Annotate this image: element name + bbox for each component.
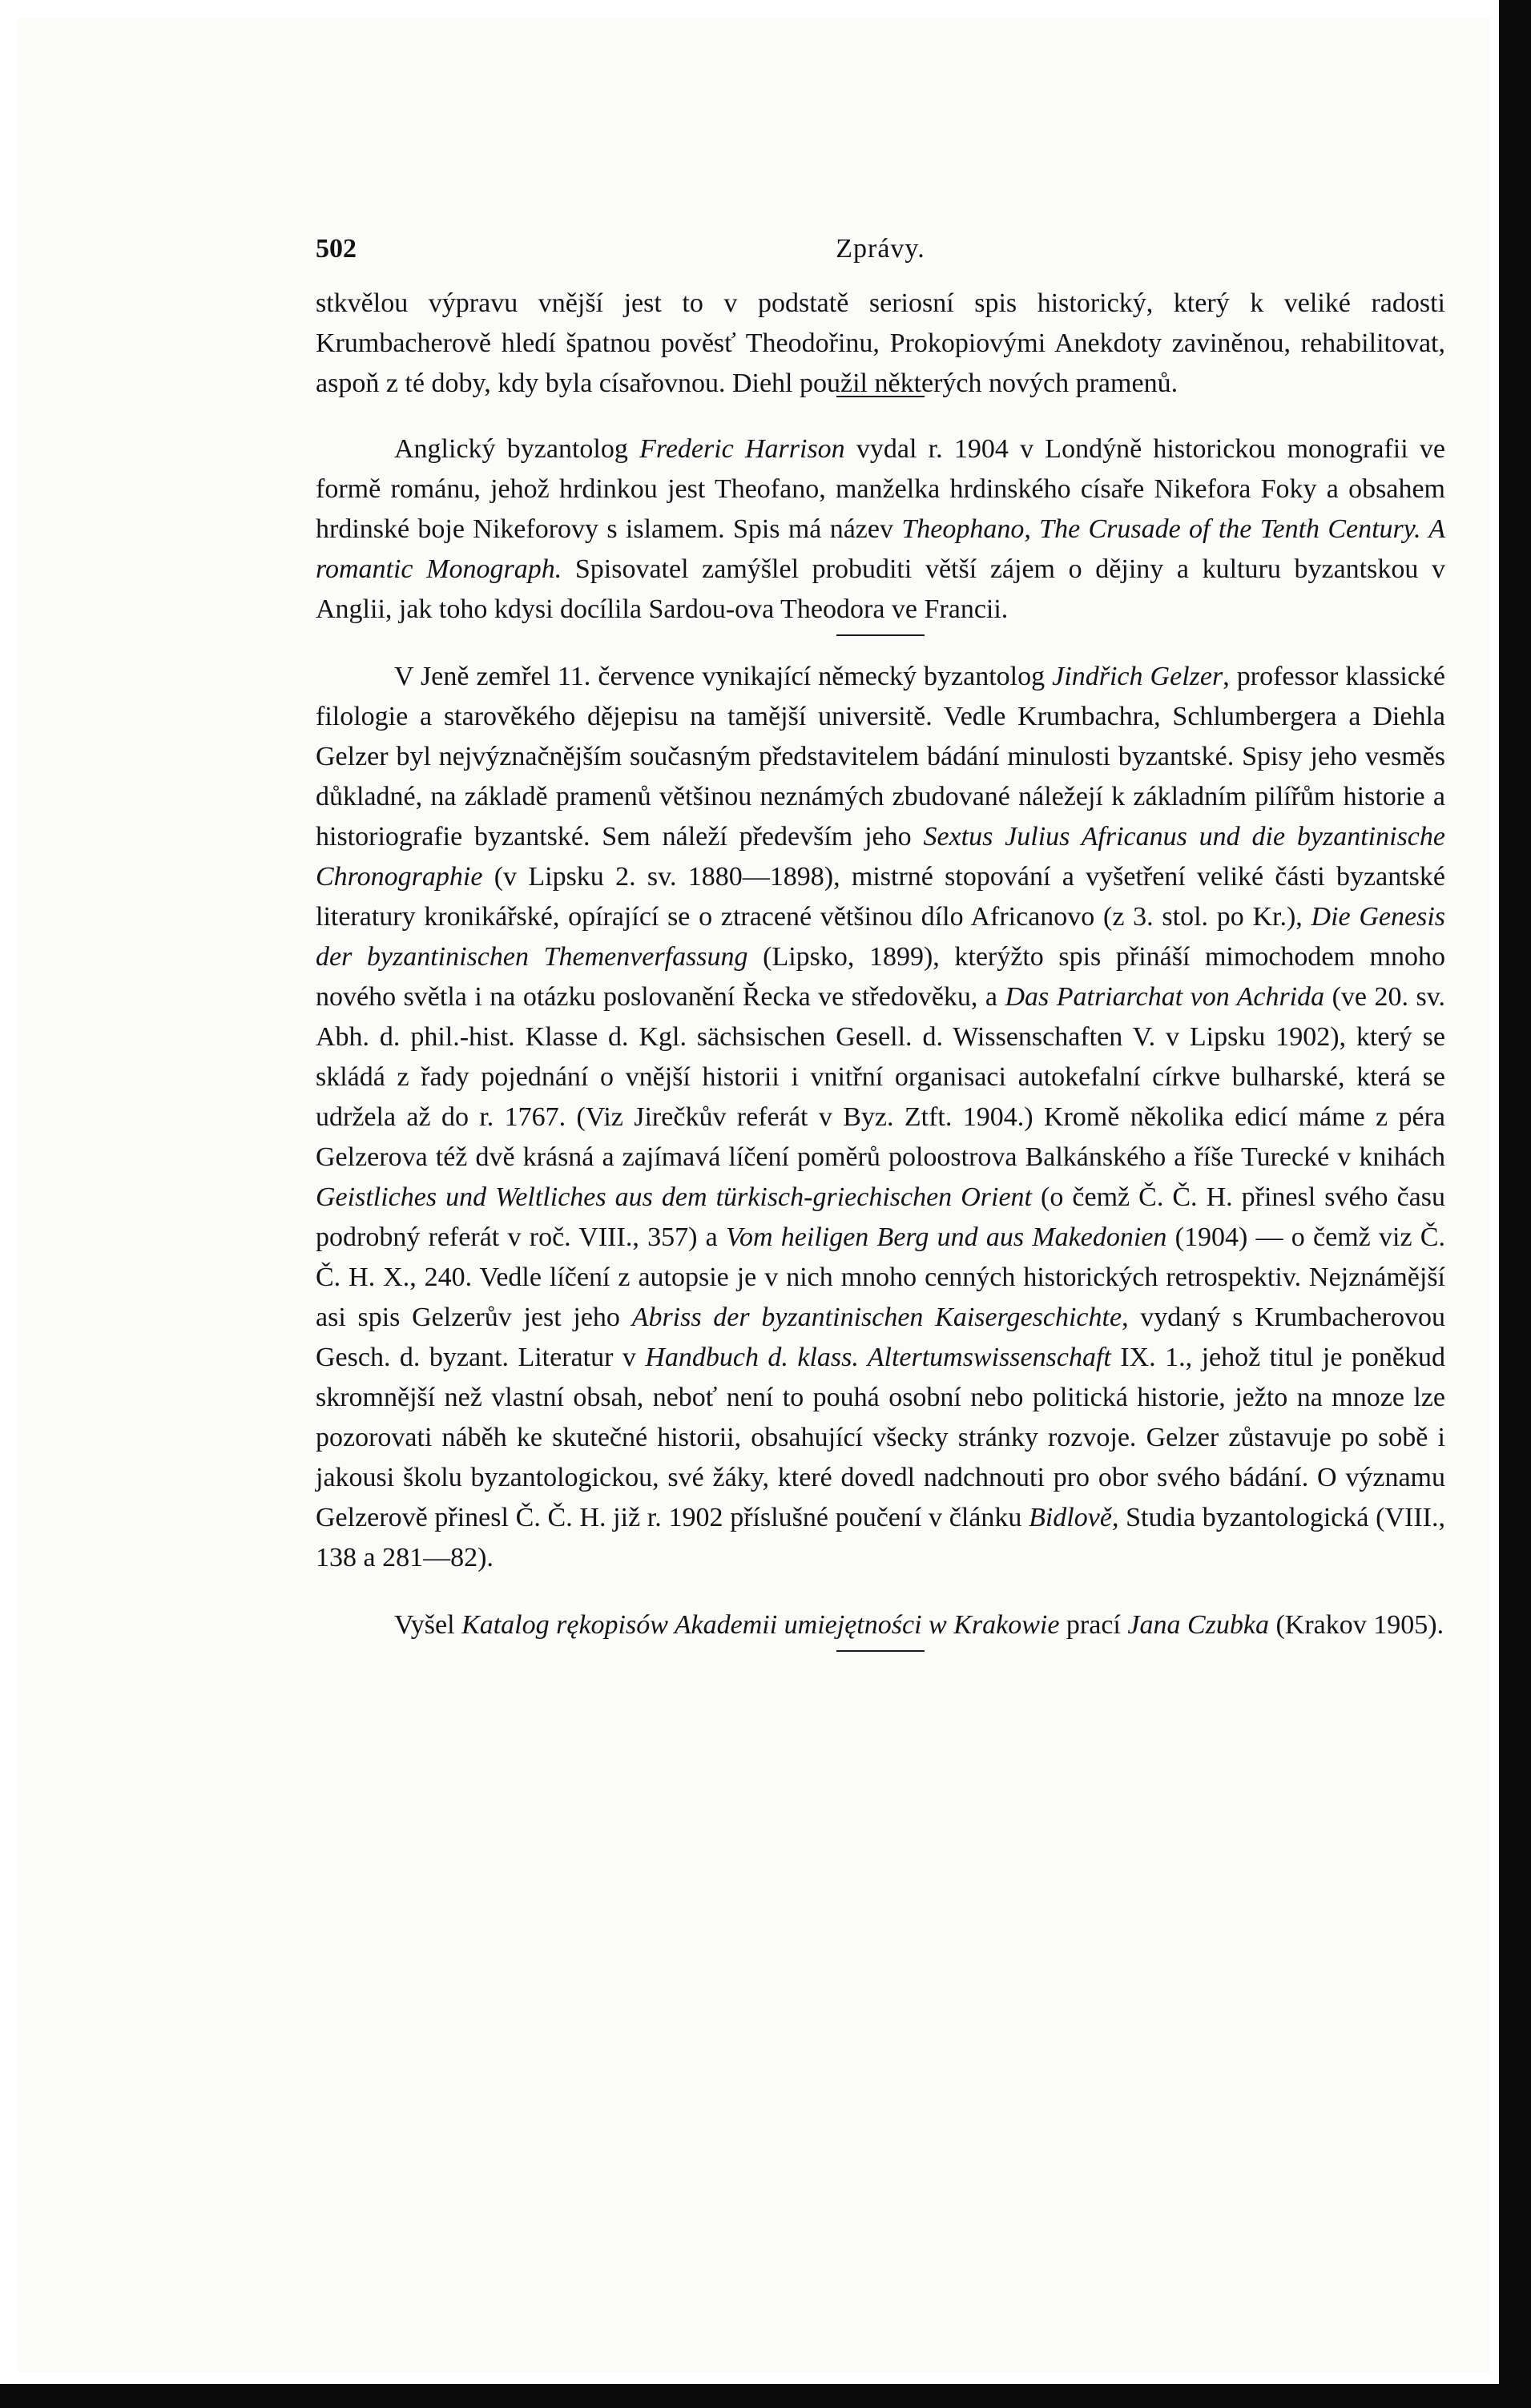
body-text: , professor klassické filologie a starověkého dějepisu na tamější universitě. Vedle Krumbachra, Schlumbergera a Diehla Gelzer byl nejvýznačnějším současným představitelem bádání minulosti byzantské. Spisy jeho vesměs důkladné, na základě pramenů většinou neznámých zbudované náležejí k základním pilířům historie a historiografie byzantské. Sem náleží především jeho	[316, 662, 1445, 852]
paragraph-harrison	[316, 429, 1445, 630]
spacer	[316, 1578, 1445, 1605]
body-text: V Jeně zemřel 11. července vynikající německý byzantolog	[394, 662, 1053, 691]
italic-title-text: Katalog rękopisów Akademii umiejętności w Krakowie	[461, 1610, 1060, 1640]
italic-title-text: Frederic Harrison	[639, 434, 845, 464]
italic-title-text: Theophano, The Crusade of the Tenth Century. A romantic Monograph.	[316, 514, 1445, 584]
italic-title-text: Handbuch d. klass. Altertumswissenschaft	[645, 1343, 1111, 1372]
body-text: Anglický byzantolog	[394, 434, 640, 464]
body-text: IX. 1., jehož titul je poněkud skromnější než vlastní obsah, neboť není to pouhá osobní nebo politická historie, ježto na mnoze lze pozorovati náběh ke skutečné historii, obsahující všecky stránky rozvoje. Gelzer zůstavuje po sobě i jakousi školu byzantologickou, své žáky, které dovedl nadchnouti pro obor svého bádání. O významu Gelzerově přinesl Č. Č. H. již r. 1902 příslušné poučení v článku	[316, 1343, 1446, 1532]
body-text: stkvělou výpravu vnější jest to v podstatě seriosní spis historický, který k veliké radosti Krumbacherově hledí špatnou pověsť Theodořinu, Prokopiovými Anekdoty zaviněnou, rehabilitovat, aspoň z té doby, kdy byla císařovnou. Diehl použil některých nových pramenů.	[316, 288, 1445, 398]
body-text: Spisovatel zamýšlel probuditi větší zájem o dějiny a kulturu byzantskou v Anglii, jak toho kdysi docílila Sardou-ova Theodora ve Francii.	[316, 554, 1446, 624]
italic-title-text: Jana Czubka	[1127, 1610, 1269, 1640]
italic-title-text: Geistliches und Weltliches aus dem türkisch-griechischen Orient	[316, 1182, 1032, 1212]
page-number: 502	[316, 234, 357, 264]
paragraph-diehl-continuation	[316, 284, 1445, 404]
italic-title-text: Die Genesis der byzantinischen Themenverfassung	[316, 902, 1445, 972]
italic-title-text: Vom heiligen Berg und aus Makedonien	[725, 1222, 1167, 1252]
body-text: vydal r. 1904 v Londýně historickou monografii ve formě románu, jehož hrdinkou jest Theofano, manželka hrdinského císaře Nikefora Foky a obsahem hrdinské boje Nikeforovy s islamem. Spis má název	[316, 434, 1445, 544]
body-text: (v Lipsku 2. sv. 1880—1898), mistrné stopování a vyšetření veliké části byzantské literatury kronikářské, opírající se o ztracené většinou dílo Africanovo (z 3. stol. po Kr.),	[316, 862, 1445, 932]
body-text: (Krakov 1905).	[1268, 1610, 1444, 1640]
text-block	[316, 234, 1445, 1673]
body-text: (o čemž Č. Č. H. přinesl svého času podrobný referát v roč. VIII., 357) a	[316, 1182, 1445, 1252]
body-text: (1904) — o čemž viz Č. Č. H. X., 240. Vedle líčení z autopsie je v nich mnoho cenných historických retrospektiv. Nejznámější asi spis Gelzerův jest jeho	[316, 1222, 1445, 1332]
scan-border-bottom	[0, 2384, 1531, 2408]
paragraph-catalog-notice	[316, 1605, 1445, 1645]
italic-title-text: Jindřich Gelzer	[1052, 662, 1223, 691]
scan-border-right	[1499, 0, 1531, 2408]
running-head	[316, 234, 1445, 284]
body-text: , Studia byzantologická (VIII., 138 a 281—82).	[316, 1503, 1446, 1572]
paragraph-gelzer-obituary	[316, 657, 1445, 1578]
body-text: prací	[1059, 1610, 1128, 1640]
body-text: , vydaný s Krumbacherovou Gesch. d. byzant. Literatur v	[316, 1303, 1445, 1372]
scanned-page	[18, 18, 1490, 2373]
italic-title-text: Sextus Julius Africanus und die byzantinische Chronographie	[316, 822, 1445, 892]
body-text: (Lipsko, 1899), kterýžto spis přináší mimochodem mnoho nového světla i na otázku poslovanění Řecka ve středověku, a	[316, 942, 1445, 1012]
italic-title-text: Bidlově	[1029, 1503, 1112, 1532]
italic-title-text: Abriss der byzantinischen Kaisergeschichte	[631, 1303, 1122, 1332]
section-title: Zprávy.	[836, 234, 925, 264]
section-divider	[836, 634, 925, 636]
italic-title-text: Das Patriarchat von Achrida	[1005, 982, 1325, 1012]
body-text: (ve 20. sv. Abh. d. phil.-hist. Klasse d. Kgl. sächsischen Gesell. d. Wissenschaften V. v Lipsku 1902), který se skládá z řady pojednání o vnější historii i vnitřní organisaci autokefalní církve bulharské, která se udržela až do r. 1767. (Viz Jirečkův referát v Byz. Ztft. 1904.) Kromě několika edicí máme z péra Gelzerova též dvě krásná a zajímavá líčení poměrů poloostrova Balkánského a říše Turecké v knihách	[316, 982, 1445, 1172]
section-divider	[836, 1650, 925, 1652]
body-text: Vyšel	[394, 1610, 462, 1640]
